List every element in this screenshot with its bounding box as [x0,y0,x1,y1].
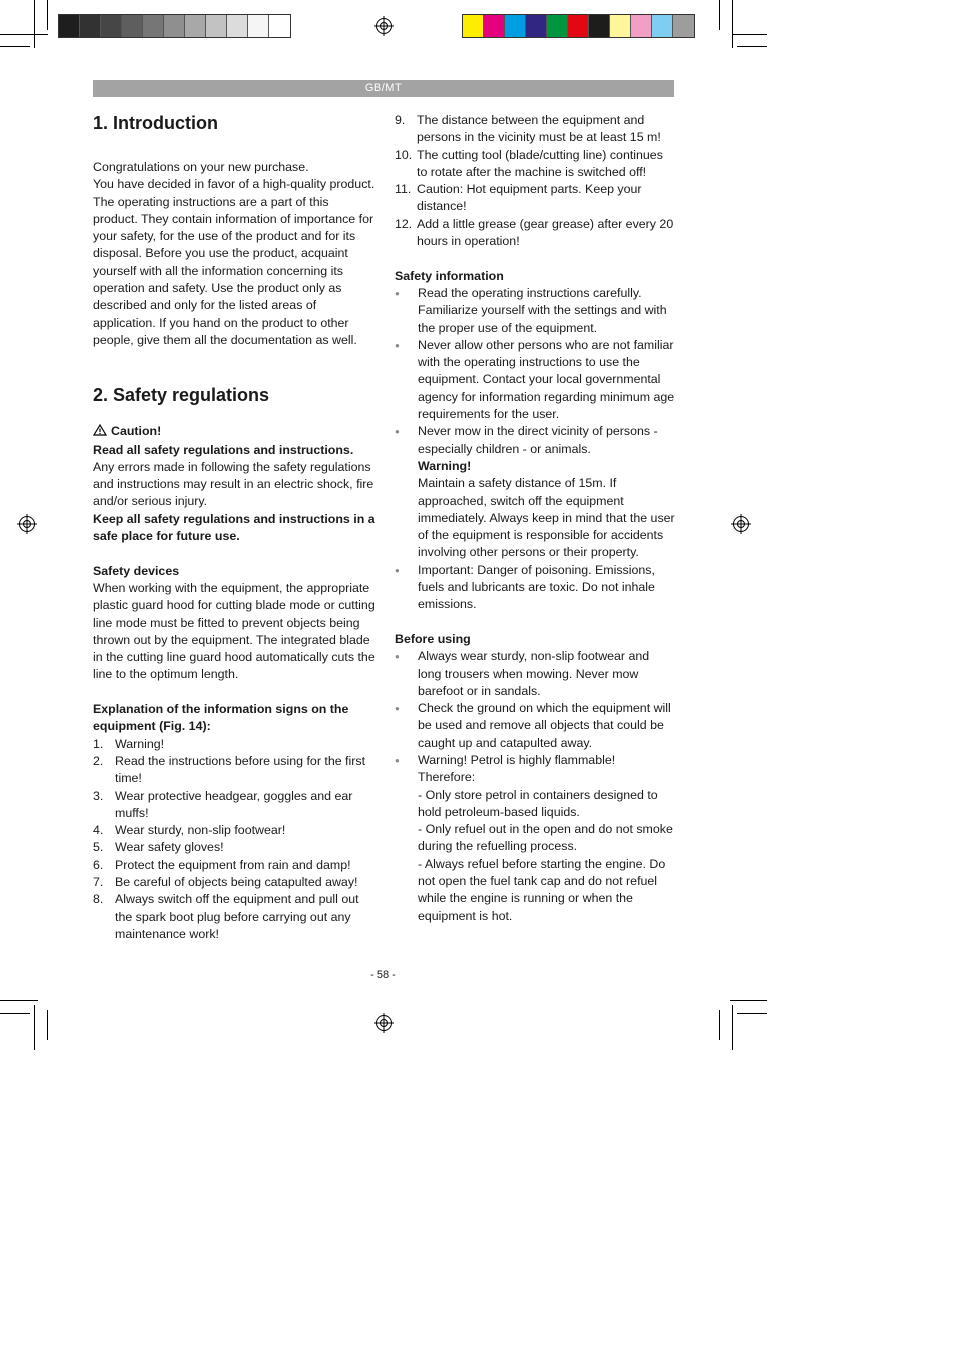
intro-paragraph: Congratulations on your new purchase. [93,160,309,174]
color-swatch [673,15,694,37]
color-swatch [631,15,652,37]
list-item: ● Important: Danger of poisoning. Emissions, fuels and lubricants are toxic. Do not inhale emissions. [395,562,675,614]
crop-mark [34,1005,35,1050]
before-heading: Before using [395,631,471,646]
list-number: 8. [93,892,104,907]
color-swatch [206,15,227,37]
page-number: - 58 - [370,969,396,981]
crop-mark [0,34,48,35]
warning-text: Maintain a safety distance of 15m. If approached, switch off the equipment immediately. Always keep in mind that the user of the equipment is responsible for accidents involving other persons or their property. [418,476,675,560]
color-swatch [164,15,185,37]
signs-heading: Explanation of the information signs on the equipment (Fig. 14): [93,702,349,734]
registration-mark-icon [376,1015,392,1031]
list-text: Wear safety gloves! [115,840,224,855]
color-swatch [547,15,568,37]
color-swatch [652,15,673,37]
list-number: 10. [395,147,413,162]
list-item [395,216,675,251]
list-item [395,147,675,182]
registration-mark-icon [733,516,749,532]
list-number: 6. [93,857,104,872]
list-text: Protect the equipment from rain and damp! [115,857,351,872]
errors-text: Any errors made in following the safety regulations and instructions may result in an electric shock, fire and/or serious injury. [93,459,374,509]
crop-mark [0,1000,38,1001]
devices-heading: Safety devices [93,563,180,578]
signs-list [93,736,375,944]
list-item [395,181,675,216]
list-text: Be careful of objects being catapulted away! [115,874,358,889]
list-item [93,857,375,874]
color-swatch [568,15,589,37]
list-number: 9. [395,113,406,127]
list-number: 11. [395,182,412,197]
registration-mark-icon [376,18,392,34]
list-item: ● Warning! Petrol is highly flammable! Therefore: - Only store petrol in containers designed to hold petroleum-based liquids. - Only refuel out in the open and do not smoke during the refuelling process. - Always refuel before starting the engine. Do not open the fuel tank cap and do not refuel while the engine is running or when the equipment is hot. [395,752,675,925]
read-all-warning: Read all safety regulations and instructions. [93,442,354,457]
list-text: Read the instructions before using for the first time! [115,753,366,786]
list-number: 5. [93,840,104,855]
process-color-bar [462,14,695,38]
list-text: Warning! [115,736,165,751]
color-swatch [80,15,101,37]
color-swatch [122,15,143,37]
color-swatch [526,15,547,37]
crop-mark [719,0,720,30]
crop-mark [719,1010,720,1040]
list-item [93,891,375,943]
color-swatch [227,15,248,37]
safety-title: 2. Safety regulations [93,385,270,406]
crop-mark [733,34,767,35]
language-header-bar: GB/MT [93,80,674,97]
list-number: 2. [93,753,104,768]
list-item [93,874,375,891]
crop-mark [47,0,48,30]
list-item: ● Never allow other persons who are not familiar with the operating instructions to use the equipment. Contact your local governmental agency for information regarding minimum age requirements for the user. [395,337,675,423]
before-list [395,648,675,925]
crop-mark [737,1013,767,1014]
list-item [93,788,375,823]
list-item: ● Always wear sturdy, non-slip footwear and long trousers when mowing. Never mow barefoot or in sandals. [395,648,675,700]
list-item [93,736,375,753]
color-swatch [269,15,290,37]
registration-mark-icon [19,516,35,532]
intro-paragraph: You have decided in favor of a high-quality product. The operating instructions are a part of this product. They contain information of importance for your safety, for the use of the product and for its disposal. Before you use the product, acquaint yourself with all the information concerning its operation and safety. Use the product only as described and only for the listed areas of application. If you hand on the product to other people, give them all the documentation as well. [93,177,375,347]
list-number: 12. [395,216,413,231]
keep-all-warning: Keep all safety regulations and instructions in a safe place for future use. [93,511,375,544]
list-text: Caution: Hot equipment parts. Keep your distance! [417,182,642,214]
color-swatch [589,15,610,37]
signs-list-continued [395,112,675,250]
info-list [395,285,675,614]
warning-label: Warning! [418,458,472,473]
list-item [93,822,375,839]
left-column [93,112,375,943]
crop-mark [737,46,767,47]
color-swatch [185,15,206,37]
list-text: Wear protective headgear, goggles and ear muffs! [115,788,353,820]
list-number: 4. [93,823,104,838]
list-item [93,839,375,856]
crop-mark [730,1000,767,1001]
list-text: The cutting tool (blade/cutting line) continues to rotate after the machine is switched off! [417,147,663,179]
color-swatch [484,15,505,37]
list-item [395,112,675,147]
crop-mark [0,46,30,47]
list-text: Add a little grease (gear grease) after every 20 hours in operation! [417,216,674,249]
list-text: The distance between the equipment and persons in the vicinity must be at least 15 m! [417,113,661,145]
color-swatch [59,15,80,37]
color-swatch [505,15,526,37]
list-text: Wear sturdy, non-slip footwear! [115,823,286,838]
list-item [93,753,375,788]
crop-mark [0,1013,30,1014]
grayscale-color-bar [58,14,291,38]
color-swatch [610,15,631,37]
color-swatch [101,15,122,37]
caution-heading: Caution! [93,423,375,441]
info-heading: Safety information [395,268,504,283]
color-swatch [143,15,164,37]
list-number: 1. [93,736,104,751]
intro-title: 1. Introduction [93,113,218,133]
color-swatch [248,15,269,37]
crop-mark [732,1005,733,1050]
right-column [395,112,675,925]
list-number: 7. [93,874,104,889]
devices-text: When working with the equipment, the appropriate plastic guard hood for cutting blade mode or cutting line mode must be fitted to prevent objects being thrown out by the equipment. The integrated blade in the cutting line guard hood automatically cuts the line to the optimum length. [93,580,375,682]
list-item: ● Read the operating instructions carefully. Familiarize yourself with the settings and with the proper use of the equipment. [395,285,675,337]
crop-mark [47,1010,48,1040]
crop-mark [34,0,35,48]
list-number: 3. [93,788,104,803]
list-text: Always switch off the equipment and pull out the spark boot plug before carrying out any maintenance work! [115,892,359,941]
warning-triangle-icon [93,424,107,441]
list-item: ● Never mow in the direct vicinity of persons - especially children - or animals. Warning! Maintain a safety distance of 15m. If approached, switch off the equipment immediately. Always keep in mind that the user of the equipment is responsible for accidents involving other persons or their property. [395,423,675,561]
crop-mark [732,0,733,48]
list-item: ● Check the ground on which the equipment will be used and remove all objects that could be caught up and catapulted away. [395,700,675,752]
color-swatch [463,15,484,37]
